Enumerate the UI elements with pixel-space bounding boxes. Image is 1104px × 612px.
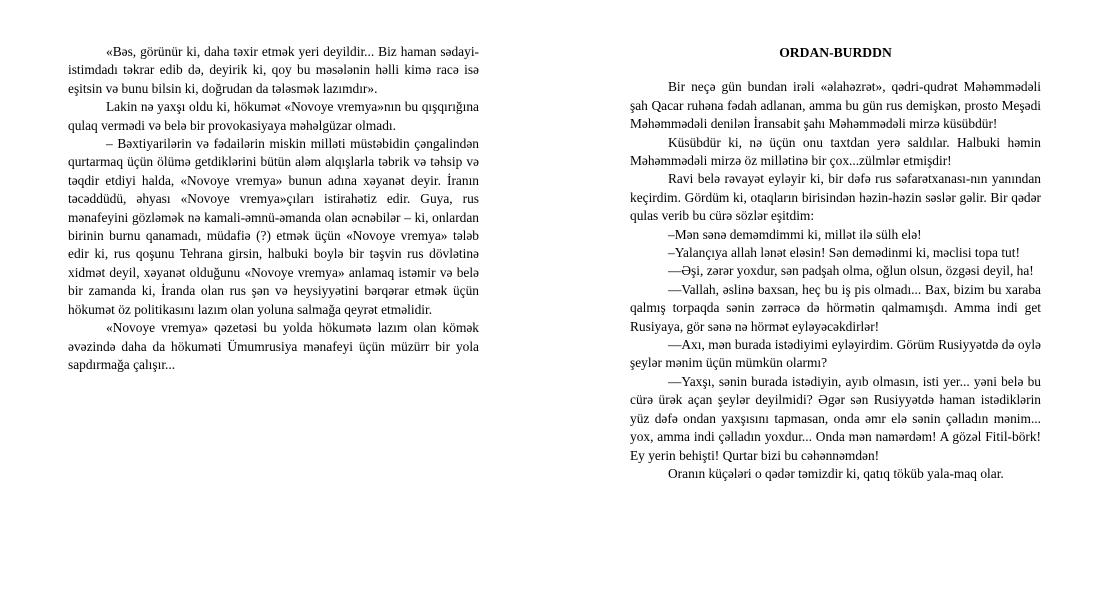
dialogue-line: –Mən sənə deməmdimmi ki, millət ilə sülh elə! — [668, 226, 922, 242]
dialogue-line: –Yalançıya allah lənət eləsin! Sən demədinmi ki, məclisi topa tut! — [668, 245, 1020, 261]
left-column — [68, 43, 479, 374]
dialogue-line: —Vallah, əslinə baxsan, heç bu iş pis olmadı... Bax, bizim bu xaraba qalmış torpaqda sənin zərrəcə də hörmətin qalmamışdı. Amma indi get Rusiyaya, gör sənə nə hörmət eyləyəcəkdirlər! — [630, 281, 1041, 334]
section-title: ORDAN-BURDDN — [779, 45, 892, 60]
paragraph: – Bəxtiyarilərin və fədailərin miskin milləti müstəbidin çəngalindən qurtarmaq üçün ölümə getdiklərini bütün aləm alqışlarla təbrik və təhsip və təqdir etdiyi halda, «Novoye vremya» bunun adına xəyanət deyir. İranın təcəddüdü, əhyası «Novoye vremya»çıları istirahətiz edir. Guya, rus mənafeyini gözləmək nə kamali-əmnü-əmanda olan əcnəbilər – ki, onlardan birinin burnu qanamadı, müdafiə (?) etmək üçün «Novoye vremya» tələb edir ki, rus qoşunu Tehrana girsin, halbuki boylə bir təşvin rus dövlətinə xidmət deyil, xəyanət olduğunu «Novoye vremya» anlamaq istəmir və belə bir zamanda ki, İranda olan rus şən və heysiyyətini bərqərar etmək üçün hökumət öz politikasını lazım olan yoluna salmağa qeyrət etməlidir. — [68, 136, 479, 317]
paragraph: «Novoye vremya» qəzetəsi bu yolda hökumətə lazım olan kömək əvəzində daha da hökuməti Ümumrusiya mənafeyi üçün müzürr bir yola sapdırmağa çalışır... — [68, 320, 479, 372]
paragraph: Küsübdür ki, nə üçün onu taxtdan yerə saldılar. Halbuki həmin Məhəmmədəli mirzə öz millətinə bir çox...zülmlər etmişdir! — [630, 134, 1041, 169]
paragraph: Bir neçə gün bundan irəli «əlahəzrət», qədri-qudrət Məhəmmədəli şah Qacar ruhəna fədah adlanan, amma bu gün rus demişkən, prosto Meşədi Məhəmmədəli denilən İransabit şahı Məhəmmədəli mirzə küsübdür! — [630, 79, 1041, 132]
paragraph: «Bəs, görünür ki, daha təxir etmək yeri deyildir... Biz haman sədayi-istimdadı təkrar edib də, deyirik ki, qoy bu məsələnin həlli kimə racə isə eşitsin və bunu bilsin ki, doğrudan da tələsmək lazımdır». — [68, 44, 479, 96]
paragraph: Ravi belə rəvayət eyləyir ki, bir dəfə rus səfarətxanası-nın yanından keçirdim. Gördüm ki, otaqların birisindən həzin-həzin səslər gəlir. Bir qədər qulas verib bu cürə sözlər eşitdim: — [630, 171, 1041, 224]
paragraph: Lakin nə yaxşı oldu ki, hökumət «Novoye vremya»nın bu qışqırığına qulaq vermədi və belə bir provokasiyaya məhəlgüzar olmadı. — [68, 99, 479, 133]
right-column — [630, 44, 1041, 483]
dialogue-line: —Əşi, zərər yoxdur, sən padşah olma, oğlun olsun, özgəsi deyil, ha! — [668, 263, 1034, 279]
dialogue-line: —Yaxşı, sənin burada istədiyin, ayıb olmasın, isti yer... yəni belə bu cürə ürək açan şeylər deyilmidi? Əgər sən Rusiyyətdə haman istədiklərin yüz dəfə ondan yaxşısını tapmasan, onda əmr elə sənin çəlladın mənim... yox, amma indi çəlladın yoxdur... Onda mən namərdəm! A gözəl Fitil-börk! Ey yerin behişti! Qurtar bizi bu cəhənnəmdən! — [630, 373, 1041, 463]
paragraph: Oranın küçələri o qədər təmizdir ki, qatıq töküb yala-maq olar. — [668, 465, 1004, 481]
dialogue-line: —Axı, mən burada istədiyimi eyləyirdim. Görüm Rusiyyətdə də oylə şeylər mənim üçün mümkün olarmı? — [630, 337, 1041, 371]
